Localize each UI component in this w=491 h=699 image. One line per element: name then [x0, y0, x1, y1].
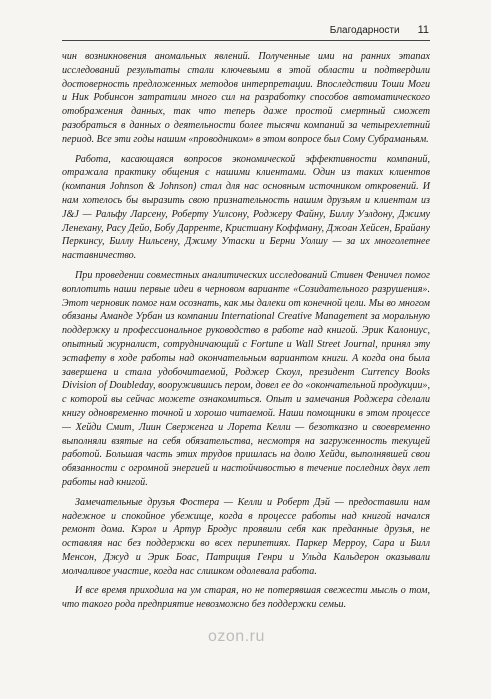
paragraph: чин возникновения аномальных явлений. Полученные ими на ранних этапах исследований результаты стали ключевыми в этой области и подтвердили достоверность предложенных методов интерпретации. Впоследствии Тоши Моги и Ник Робинсон затратили много сил на разработку способов автоматического отображения данных, так что теперь даже простой смертный сможет разобраться в данных о деятельности более тысячи компаний за четырехлетний период. Все эти годы нашим «проводником» в этом вопросе был Сому Субраманьям. [62, 51, 430, 145]
paragraph: Работа, касающаяся вопросов экономической эффективности компаний, отражала практику общения с нашими клиентами. Один из таких клиентов (компания Johnson & Johnson) стал для нас основным источником откровений. И нам хотелось бы выразить свою признательность нашим друзьям и клиентам из J&J — Ральфу Ларсену, Роберту Уилсону, Роджеру Файну, Биллу Уэлдону, Джиму Ленехану, Расу Дейо, Бобу Даррентe, Кристиану Коффману, Джоан Хейсен, Брайану Перкинсу, Биллу Нильсену, Джиму Утаски и Берни Уолшу — за их многолетнее наставничество. [62, 153, 430, 262]
watermark-logo: ozon.ru [208, 628, 265, 645]
paragraph: И все время приходила на ум старая, но не потерявшая свежести мысль о том, что такого рода предприятие невозможно без поддержки семьи. [62, 585, 430, 611]
page-number: 11 [417, 24, 429, 36]
running-head [330, 24, 429, 36]
body-text [62, 50, 430, 612]
section-title: Благодарности [329, 24, 400, 36]
paragraph: При проведении совместных аналитических исследований Стивен Феничел помог воплотить наши первые идеи в черновом варианте «Созидательного разрушения». Этот черновик помог нам осознать, как мы далеки от конечной цели. Мы во многом обязаны Аманде Урбан из компании International Creative Management за моральную поддержку и профессиональное руководство в работе над книгой. Эрик Калониус, опытный журналист, сотрудничающий с Fortune и Wall Street Journal, принял эту эстафету в ходе работы над окончательным вариантом книги. А когда она была завершена и стала удобочитаемой, Роджер Скоул, президент Currency Books Division of Doubleday, вооружившись пером, довел ее до «окончательной продукции», с которой вы сейчас можете ознакомиться. Опыт и замечания Роджера сделали книгу одновременно точной и хорошо читаемой. Наши помощники в этом процессе — Хейди Смит, Лиин Сверженга и Лорета Келли — безотказно и своевременно выполняли взятые на себя обязательства, несмотря на загруженность текущей работой. Большая часть этих трудов пришлась на долю Хейди, выполнявшей свои обязанности с огромной энергией и настойчивостью в течение последних двух лет работы над книгой. [62, 269, 430, 488]
paragraph: Замечательные друзья Фостера — Келли и Роберт Дэй — предоставили нам надежное и спокойное убежище, когда в процессе работы над книгой начался ремонт дома. Кэрол и Артур Бродус проявили себя как преданные друзья, не оставляя нас без поддержки во всех перипетиях. Паркер Меррoу, Сара и Билл Менсон, Джуд и Эрик Боас, Патриция Генри и Ульда Кальдерон оказывали молчаливое участие, когда нас слишком одолевала работа. [62, 496, 430, 577]
header-rule [62, 40, 430, 41]
